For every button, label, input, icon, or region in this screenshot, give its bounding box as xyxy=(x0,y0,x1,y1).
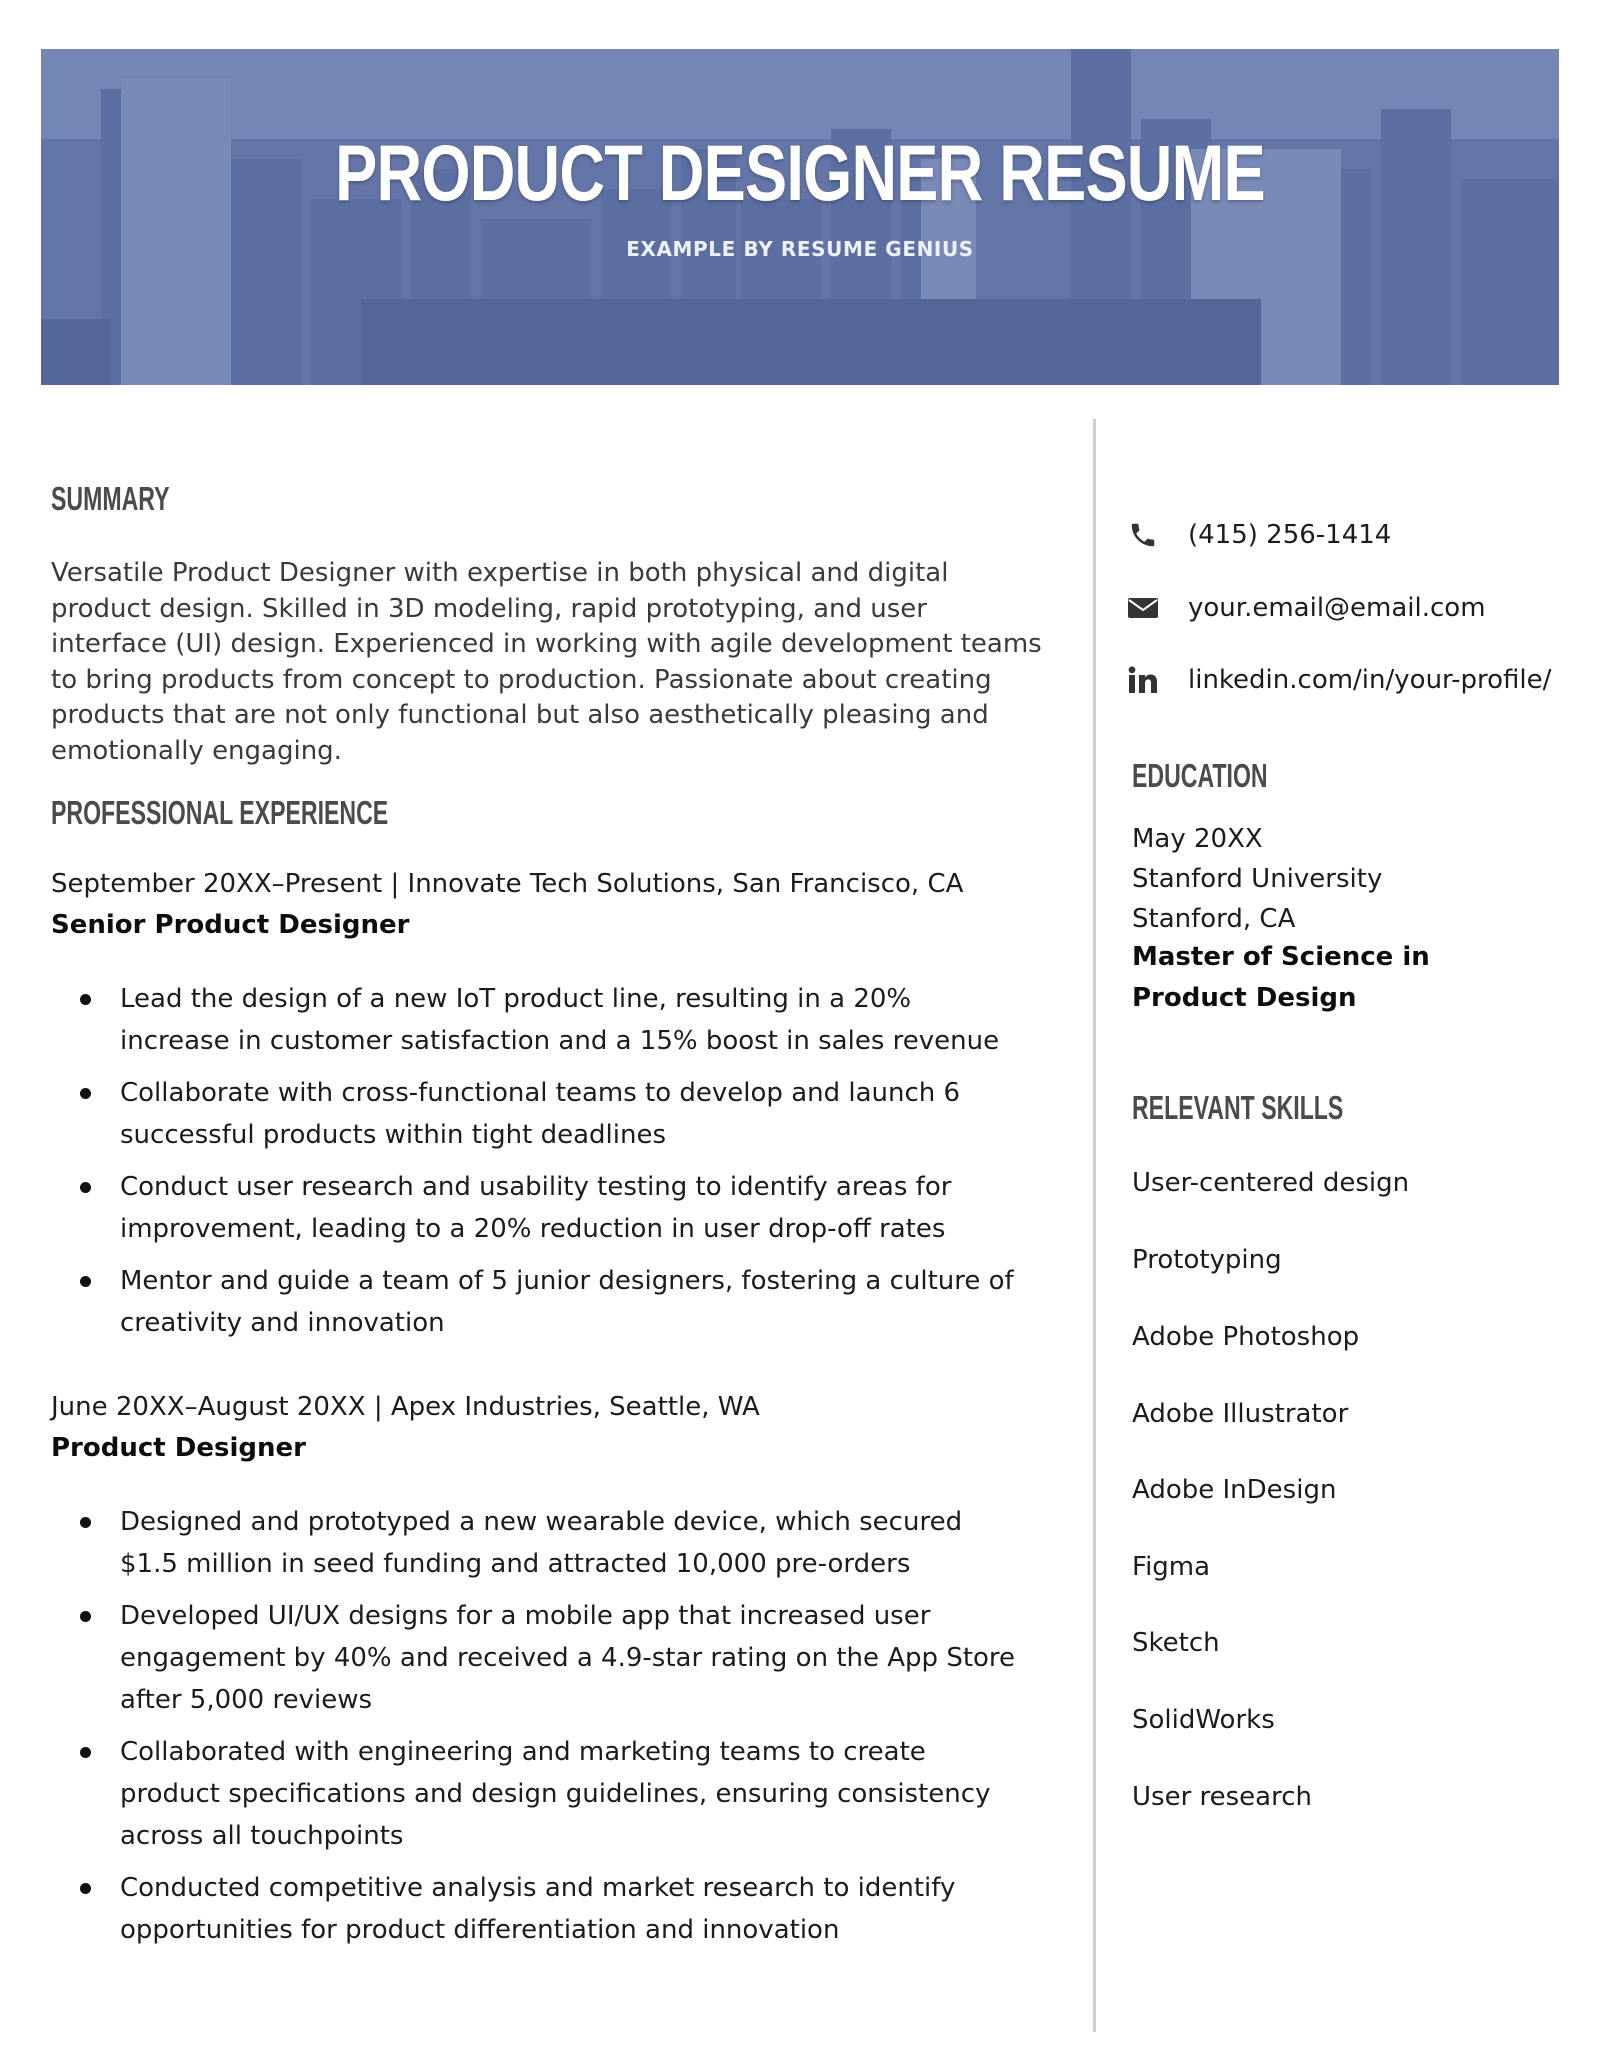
list-item: Collaborate with cross-functional teams to develop and launch 6 successful products within tight deadlines xyxy=(120,1072,1025,1156)
list-item: Adobe Photoshop xyxy=(1132,1322,1360,1352)
column-divider xyxy=(1093,419,1096,2032)
job-bullets xyxy=(120,978,1025,1354)
list-item: Adobe Illustrator xyxy=(1132,1399,1349,1429)
list-item: Prototyping xyxy=(1132,1245,1282,1275)
list-item: Conduct user research and usability testing to identify areas for improvement, leading to a 20% reduction in user drop-off rates xyxy=(120,1166,1025,1250)
job-title: Product Designer xyxy=(51,1433,306,1463)
list-item: Lead the design of a new IoT product line, resulting in a 20% increase in customer satisfaction and a 15% boost in sales revenue xyxy=(120,978,1025,1062)
education-degree: Master of Science in Product Design xyxy=(1132,942,1430,1013)
list-item: Adobe InDesign xyxy=(1132,1475,1337,1505)
envelope-icon xyxy=(1125,590,1161,626)
job-bullets xyxy=(120,1501,1025,1961)
list-item: User research xyxy=(1132,1782,1313,1812)
email-address: your.email@email.com xyxy=(1188,593,1486,623)
contact-email xyxy=(1125,588,1486,628)
education-location: Stanford, CA xyxy=(1132,904,1296,934)
list-item: Figma xyxy=(1132,1552,1211,1582)
list-item: Mentor and guide a team of 5 junior designers, fostering a culture of creativity and innovation xyxy=(120,1260,1025,1344)
summary-heading: SUMMARY xyxy=(51,480,170,517)
skills-heading: RELEVANT SKILLS xyxy=(1132,1089,1344,1126)
phone-number: (415) 256-1414 xyxy=(1188,520,1392,550)
job-title: Senior Product Designer xyxy=(51,910,410,940)
linkedin-url: linkedin.com/in/your-profile/ xyxy=(1188,665,1552,695)
header-banner xyxy=(41,49,1559,385)
education-heading: EDUCATION xyxy=(1132,757,1268,794)
summary-text: Versatile Product Designer with expertise in both physical and digital product design. Skilled in 3D modeling, rapid prototyping, and user interface (UI) design. Experienced in working with agile development teams to bring products from concept to production. Passionate about creating products that are not only functional but also aesthetically pleasing and emotionally engaging. xyxy=(51,558,1042,766)
education-school: Stanford University xyxy=(1132,864,1383,894)
contact-linkedin xyxy=(1125,660,1552,700)
contact-phone xyxy=(1125,515,1392,555)
list-item: Developed UI/UX designs for a mobile app that increased user engagement by 40% and received a 4.9-star rating on the App Store after 5,000 reviews xyxy=(120,1595,1025,1721)
job-meta: June 20XX–August 20XX | Apex Industries, Seattle, WA xyxy=(51,1392,760,1422)
list-item: Sketch xyxy=(1132,1628,1220,1658)
list-item: Collaborated with engineering and marketing teams to create product specifications and design guidelines, ensuring consistency across all touchpoints xyxy=(120,1731,1025,1857)
education-date: May 20XX xyxy=(1132,824,1263,854)
list-item: SolidWorks xyxy=(1132,1705,1275,1735)
job-meta: September 20XX–Present | Innovate Tech Solutions, San Francisco, CA xyxy=(51,869,964,899)
linkedin-icon xyxy=(1125,662,1161,698)
list-item: Designed and prototyped a new wearable device, which secured $1.5 million in seed funding and attracted 10,000 pre-orders xyxy=(120,1501,1025,1585)
experience-heading: PROFESSIONAL EXPERIENCE xyxy=(51,794,389,831)
list-item: Conducted competitive analysis and market research to identify opportunities for product differentiation and innovation xyxy=(120,1867,1025,1951)
list-item: User-centered design xyxy=(1132,1168,1410,1198)
page-title: PRODUCT DESIGNER RESUME xyxy=(335,128,1265,217)
page-subtitle: EXAMPLE BY RESUME GENIUS xyxy=(626,237,974,261)
phone-icon xyxy=(1125,517,1161,553)
